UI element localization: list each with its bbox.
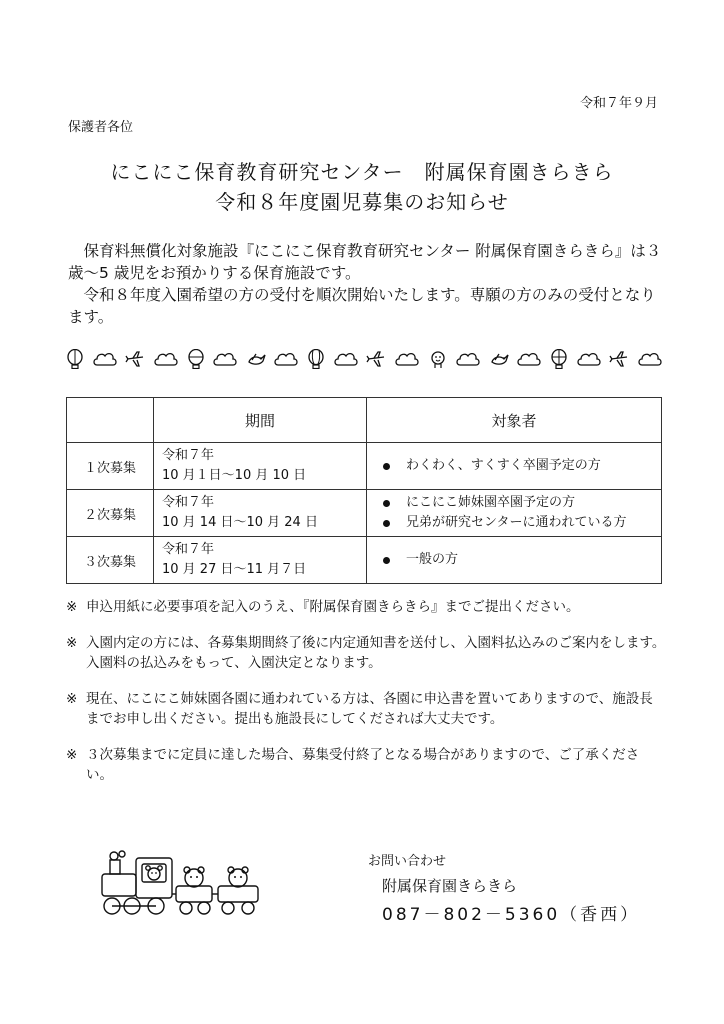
period-range: 10 月１日～10 月 10 日 [162, 468, 307, 483]
notes-section [66, 597, 666, 801]
table-row [67, 537, 662, 584]
bird-icon [489, 350, 509, 368]
bird-icon [246, 350, 266, 368]
bullet-icon [383, 557, 390, 564]
period-cell [154, 443, 367, 490]
table-header-row [67, 398, 662, 443]
target-cell [367, 490, 662, 537]
note-item [66, 633, 666, 673]
period-cell [154, 490, 367, 537]
contact-name: 附属保育園きらきら [382, 877, 518, 895]
title-line-2: 令和８年度園児募集のお知らせ [215, 190, 509, 214]
cloud-icon [154, 351, 178, 367]
decorative-border [66, 348, 662, 370]
cloud-icon [456, 351, 480, 367]
sun-icon [428, 349, 448, 369]
table-header-target: 対象者 [367, 398, 662, 443]
balloon-icon [550, 349, 568, 369]
airplane-icon [366, 350, 386, 368]
cloud-icon [638, 351, 662, 367]
period-year: 令和７年 [162, 495, 215, 510]
note-mark: ※ [66, 599, 78, 615]
note-mark: ※ [66, 635, 78, 651]
target-item [377, 493, 651, 513]
cloud-icon [93, 351, 117, 367]
balloon-icon [307, 349, 325, 369]
note-text: 申込用紙に必要事項を記入のうえ、『附属保育園きらきら』までご提出ください。 [86, 599, 580, 615]
target-cell [367, 443, 662, 490]
airplane-icon [609, 350, 629, 368]
document-date: 令和７年９月 [579, 96, 658, 111]
recruitment-table [66, 397, 662, 584]
note-mark: ※ [66, 747, 78, 763]
contact-block [368, 850, 640, 925]
period-year: 令和７年 [162, 448, 215, 463]
airplane-icon [125, 350, 145, 368]
round-label: ３次募集 [67, 537, 154, 584]
target-cell [367, 537, 662, 584]
bullet-icon [383, 520, 390, 527]
note-text: ３次募集までに定員に達した場合、募集受付終了となる場合がありますので、ご了承ください。 [86, 747, 640, 783]
cloud-icon [577, 351, 601, 367]
target-text: わくわく、すくすく卒園予定の方 [406, 458, 601, 473]
balloon-icon [187, 349, 205, 369]
intro-text [68, 240, 664, 328]
target-text: にこにこ姉妹園卒園予定の方 [406, 495, 576, 510]
note-item [66, 745, 666, 785]
cloud-icon [395, 351, 419, 367]
period-range: 10 月 14 日～10 月 24 日 [162, 515, 318, 530]
period-cell [154, 537, 367, 584]
contact-label: お問い合わせ [368, 854, 447, 869]
bullet-icon [383, 500, 390, 507]
cloud-icon [274, 351, 298, 367]
period-range: 10 月 27 日～11 月７日 [162, 562, 307, 577]
target-text: 一般の方 [406, 552, 459, 567]
table-header-period: 期間 [154, 398, 367, 443]
note-item [66, 689, 666, 729]
title-line-1: にこにこ保育教育研究センター 附属保育園きらきら [110, 160, 614, 184]
addressee: 保護者各位 [68, 120, 134, 135]
balloon-icon [66, 349, 84, 369]
intro-paragraph-2: 令和８年度入園希望の方の受付を順次開始いたします。専願の方のみの受付となります。 [68, 286, 656, 326]
cloud-icon [517, 351, 541, 367]
table-row [67, 490, 662, 537]
table-row [67, 443, 662, 490]
table-header-blank [67, 398, 154, 443]
target-item [377, 550, 651, 570]
note-item [66, 597, 666, 617]
note-text: 入園内定の方には、各募集期間終了後に内定通知書を送付し、入園料払込みのご案内をします。入園料の払込みをもって、入園決定となります。 [86, 635, 666, 671]
note-text: 現在、にこにこ姉妹園各園に通われている方は、各園に申込書を置いてありますので、施設長までお申し出ください。提出も施設長にしてくだされば大丈夫です。 [86, 691, 653, 727]
target-text: 兄弟が研究センターに通われている方 [406, 515, 627, 530]
contact-phone: 087－802－5360（香西） [382, 905, 641, 925]
note-mark: ※ [66, 691, 78, 707]
intro-paragraph-1: 保育料無償化対象施設『にこにこ保育教育研究センター 附属保育園きらきら』は３歳～5 歳児をお預かりする保育施設です。 [68, 242, 662, 282]
target-item [377, 513, 651, 533]
round-label: １次募集 [67, 443, 154, 490]
target-item [377, 456, 651, 476]
period-year: 令和７年 [162, 542, 215, 557]
round-label: ２次募集 [67, 490, 154, 537]
cloud-icon [213, 351, 237, 367]
cloud-icon [334, 351, 358, 367]
bullet-icon [383, 463, 390, 470]
train-illustration-icon [96, 848, 266, 928]
